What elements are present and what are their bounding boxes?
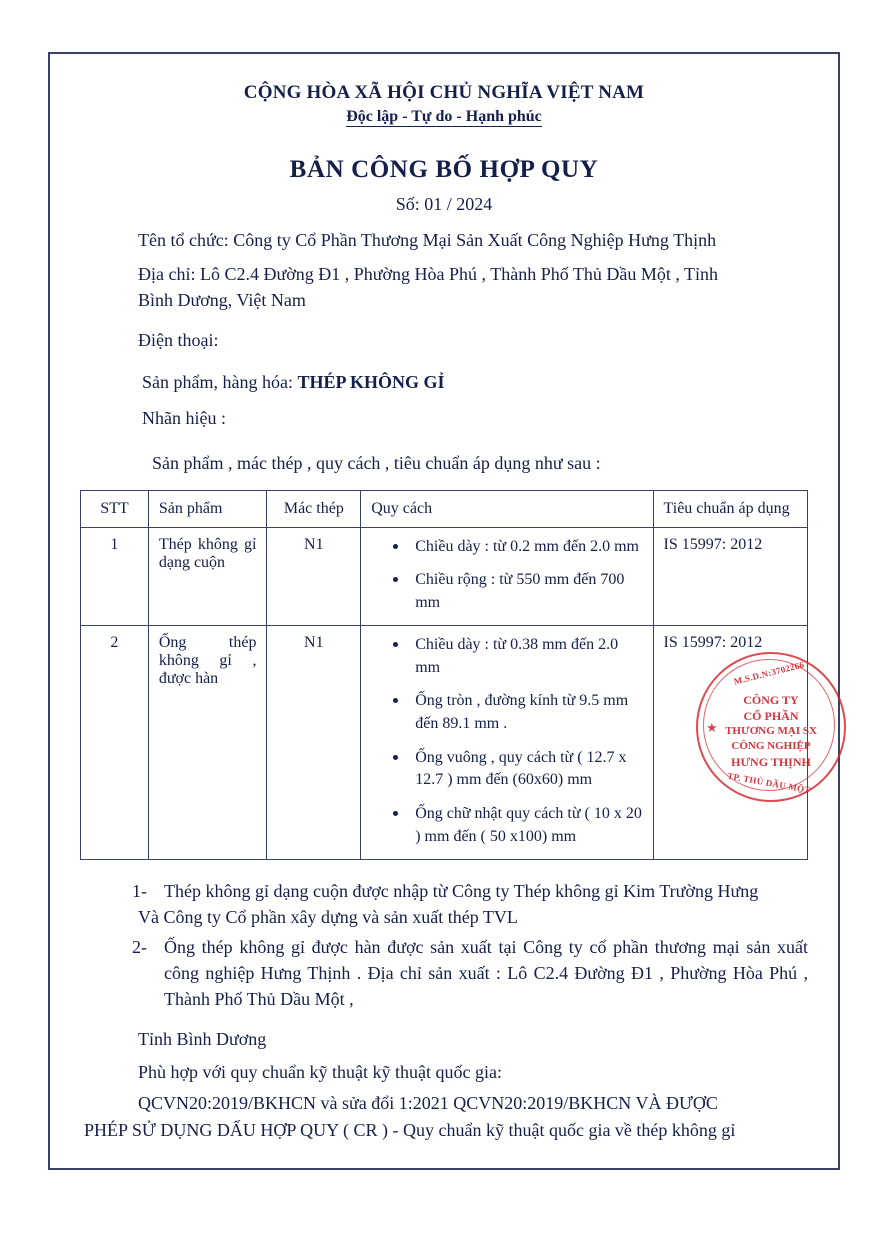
spec-item: Ống vuông , quy cách từ ( 12.7 x 12.7 ) mm đến (60x60) mm: [393, 747, 642, 792]
cell-standard: IS 15997: 2012: [653, 527, 807, 625]
note-item: [80, 878, 808, 930]
brand-label: Nhãn hiệu :: [142, 408, 226, 429]
spec-list: [371, 634, 642, 849]
cell-grade: N1: [267, 527, 361, 625]
national-motto: [80, 108, 808, 126]
note-marker: 1-: [132, 880, 147, 901]
closing-section: [80, 1026, 808, 1144]
seal-core-line4: CÔNG NGHIỆP: [731, 740, 811, 753]
table-row: [81, 527, 808, 625]
closing-conformity-label: Phù hợp với quy chuẩn kỹ thuật kỹ thuật quốc gia:: [138, 1062, 502, 1083]
national-motto-text: Độc lập - Tự do - Hạnh phúc: [346, 108, 542, 125]
product-line: [80, 369, 808, 395]
organization-address-line2: Bình Dương, Việt Nam: [138, 290, 306, 311]
note-marker: 2-: [132, 936, 147, 957]
seal-core-line1: CÔNG TY: [743, 693, 799, 707]
closing-conformity-line1: QCVN20:2019/BKHCN và sửa đổi 1:2021 QCVN20:2019/BKHCN VÀ ĐƯỢC: [138, 1093, 718, 1114]
table-header-row: [81, 490, 808, 527]
organization-name: Tên tổ chức: Công ty Cổ Phần Thương Mại Sản Xuất Công Nghiệp Hưng Thịnh: [138, 230, 717, 250]
product-value: THÉP KHÔNG GỈ: [297, 372, 445, 393]
spec-item: Chiều rộng : từ 550 mm đến 700 mm: [393, 569, 642, 614]
closing-conformity-line2: PHÉP SỬ DỤNG DẤU HỢP QUY ( CR ) - Quy chuẩn kỹ thuật quốc gia về thép không gỉ: [84, 1120, 736, 1141]
cell-spec: [361, 625, 653, 859]
column-header-product: Sản phẩm: [148, 490, 267, 527]
column-header-spec: Quy cách: [361, 490, 653, 527]
cell-stt: 1: [81, 527, 149, 625]
seal-core-line5: HƯNG THỊNH: [731, 755, 811, 770]
spec-item: Chiều dày : từ 0.2 mm đến 2.0 mm: [393, 536, 642, 559]
notes-section: [80, 878, 808, 1012]
note-text: Thép không gỉ dạng cuộn được nhập từ Công ty Thép không gỉ Kim Trường Hưng: [164, 880, 759, 901]
spec-intro: Sản phẩm , mác thép , quy cách , tiêu chuẩn áp dụng như sau :: [152, 452, 601, 473]
note-continuation: Và Công ty Cổ phần xây dựng và sản xuất thép TVL: [138, 906, 518, 927]
product-label: Sản phẩm, hàng hóa:: [142, 372, 293, 393]
note-item: [80, 934, 808, 1012]
document-title: BẢN CÔNG BỐ HỢP QUY: [289, 156, 599, 183]
cell-grade: N1: [267, 625, 361, 859]
specification-table: [80, 490, 808, 860]
organization-address: Địa chỉ: Lô C2.4 Đường Đ1 , Phường Hòa Phú , Thành Phố Thủ Dầu Một , Tỉnh: [138, 264, 719, 285]
column-header-grade: Mác thép: [267, 490, 361, 527]
page-content: [50, 54, 838, 1168]
spec-item: Ống tròn , đường kính từ 9.5 mm đến 89.1 mm .: [393, 690, 642, 735]
column-header-standard: Tiêu chuẩn áp dụng: [653, 490, 807, 527]
seal-core-line2: CỔ PHẦN: [743, 709, 799, 724]
note-text: Ống thép không gỉ được hàn được sản xuất tại Công ty cổ phần thương mại sản xuất công nghiệp Hưng Thịnh . Địa chỉ sản xuất : Lô C2.4 Đường Đ1 , Phường Hòa Phú , Thành Phố Thủ Dầu Một ,: [164, 936, 808, 1009]
star-icon: ★: [706, 720, 718, 735]
spec-list: [371, 536, 642, 615]
cell-product: Thép không gỉ dạng cuộn: [148, 527, 267, 625]
document-page: [48, 52, 840, 1170]
table-row: [81, 625, 808, 859]
seal-core-line3: THƯƠNG MẠI SX: [725, 725, 817, 738]
cell-spec: [361, 527, 653, 625]
column-header-stt: STT: [81, 490, 149, 527]
cell-standard: IS 15997: 2012: [653, 625, 807, 859]
closing-province: Tỉnh Bình Dương: [138, 1029, 267, 1050]
cell-stt: 2: [81, 625, 149, 859]
organization-phone: Điện thoại:: [138, 330, 219, 351]
seal-arc-top: M.S.D.N:3702266: [732, 659, 806, 687]
national-title: CỘNG HÒA XÃ HỘI CHỦ NGHĨA VIỆT NAM: [243, 82, 645, 103]
seal-arc-bottom: TP. THỦ DẦU MỘT: [726, 770, 812, 796]
cell-product: Ống thép không gỉ , được hàn: [148, 625, 267, 859]
document-number: Số: 01 / 2024: [395, 194, 493, 214]
spec-item: Ống chữ nhật quy cách từ ( 10 x 20 ) mm đến ( 50 x100) mm: [393, 803, 642, 848]
spec-item: Chiều dày : từ 0.38 mm đến 2.0 mm: [393, 634, 642, 679]
